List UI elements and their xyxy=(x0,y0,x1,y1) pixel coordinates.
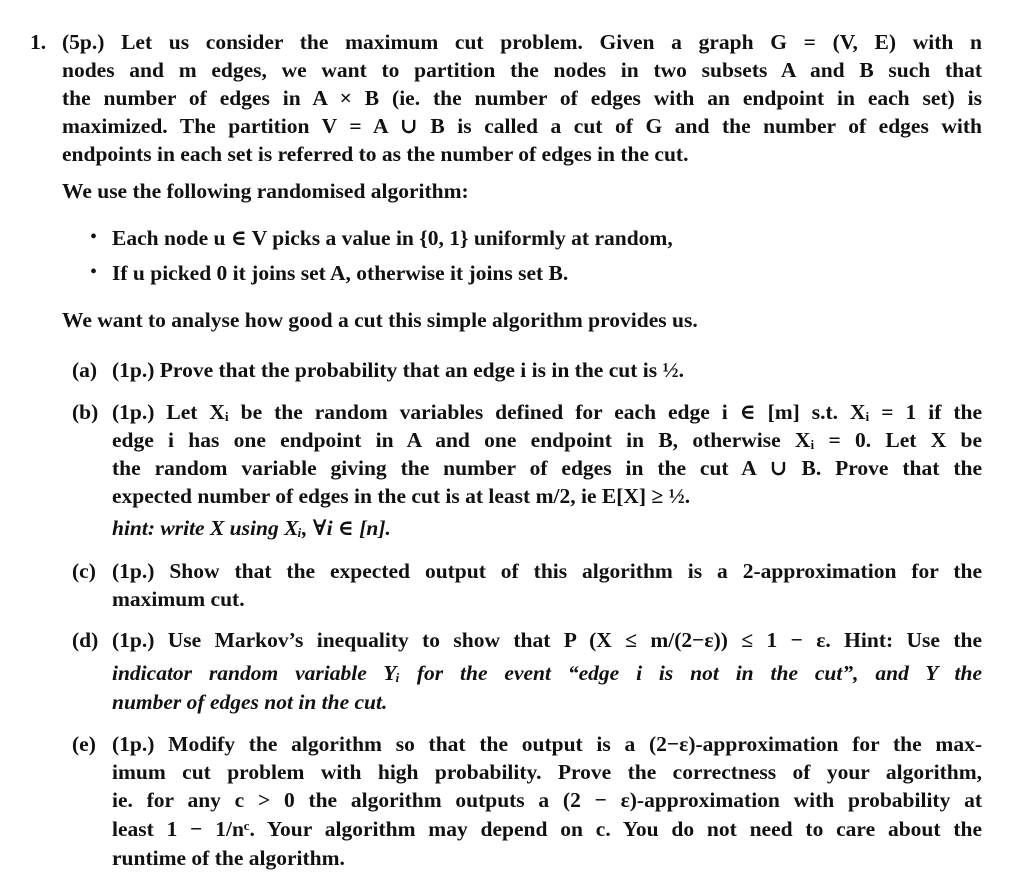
part-e-line-1: (1p.) Modify the algorithm so that the output is a (2−ε)-approximation for the max- xyxy=(112,732,982,756)
part-d-line-2: indicator random variable Yᵢ for the event “edge i is not in the cut”, and Y the xyxy=(112,661,982,685)
intro-line-2: nodes and m edges, we want to partition the nodes in two subsets A and B such that xyxy=(62,58,982,82)
part-d-label: (d) xyxy=(72,628,99,652)
part-b-line-3: the random variable giving the number of edges in the cut A ∪ B. Prove that the xyxy=(112,456,982,480)
part-c-line-2: maximum cut. xyxy=(112,587,245,611)
bullet-icon: • xyxy=(90,261,98,283)
part-d-line-3: number of edges not in the cut. xyxy=(112,690,388,714)
part-c-label: (c) xyxy=(72,559,96,583)
part-e-line-4: least 1 − 1/nᶜ. Your algorithm may depend on c. You do not need to care about the xyxy=(112,817,982,841)
problem-number: 1. xyxy=(30,30,47,54)
part-a-label: (a) xyxy=(72,358,98,382)
bullet-icon: • xyxy=(90,226,98,248)
intro-line-3: the number of edges in A × B (ie. the number of edges with an endpoint in each set) is xyxy=(62,86,982,110)
analysis-intro: We want to analyse how good a cut this simple algorithm provides us. xyxy=(62,308,698,332)
part-c-line-1: (1p.) Show that the expected output of this algorithm is a 2-approximation for the xyxy=(112,559,982,583)
intro-line-4: maximized. The partition V = A ∪ B is called a cut of G and the number of edges with xyxy=(62,114,982,138)
intro-line-1: (5p.) Let us consider the maximum cut problem. Given a graph G = (V, E) with n xyxy=(62,30,982,54)
part-e-label: (e) xyxy=(72,732,96,756)
bullet-item-1: Each node u ∈ V picks a value in {0, 1} uniformly at random, xyxy=(112,226,673,250)
part-e-line-3: ie. for any c > 0 the algorithm outputs a (2 − ε)-approximation with probability at xyxy=(112,788,982,812)
part-d-line-1: (1p.) Use Markov’s inequality to show that P (X ≤ m/(2−ε)) ≤ 1 − ε. Hint: Use the xyxy=(112,628,982,652)
bullet-item-2: If u picked 0 it joins set A, otherwise it joins set B. xyxy=(112,261,569,285)
part-b-label: (b) xyxy=(72,400,99,424)
part-b-hint: hint: write X using Xᵢ, ∀i ∈ [n]. xyxy=(112,516,391,540)
part-e-line-5: runtime of the algorithm. xyxy=(112,846,345,870)
intro-line-5: endpoints in each set is referred to as the number of edges in the cut. xyxy=(62,142,689,166)
part-b-line-1: (1p.) Let Xᵢ be the random variables defined for each edge i ∈ [m] s.t. Xᵢ = 1 if the xyxy=(112,400,982,424)
part-b-line-2: edge i has one endpoint in A and one endpoint in B, otherwise Xᵢ = 0. Let X be xyxy=(112,428,982,452)
part-e-line-2: imum cut problem with high probability. Prove the correctness of your algorithm, xyxy=(112,760,982,784)
algorithm-intro: We use the following randomised algorithm: xyxy=(62,179,469,203)
part-a-line-1: (1p.) Prove that the probability that an edge i is in the cut is ½. xyxy=(112,358,684,382)
part-b-line-4: expected number of edges in the cut is at least m/2, ie E[X] ≥ ½. xyxy=(112,484,691,508)
